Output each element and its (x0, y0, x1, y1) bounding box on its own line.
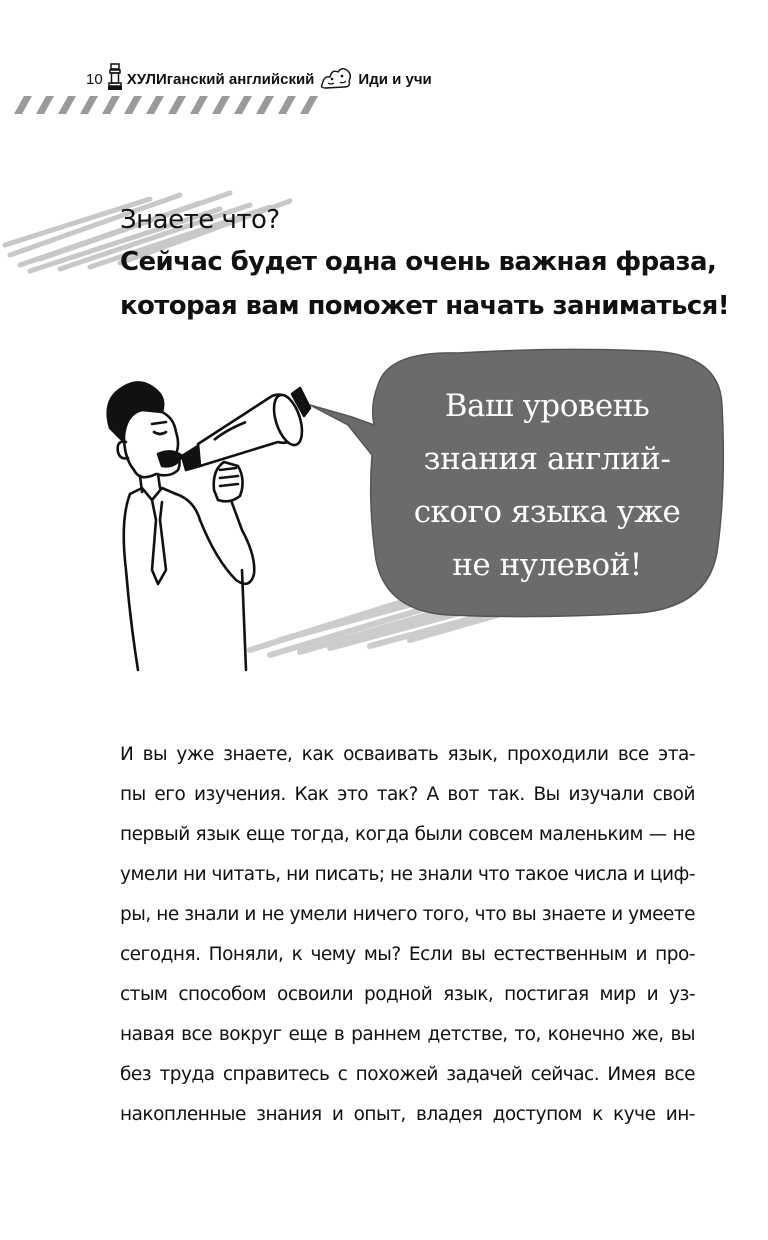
running-header (86, 64, 432, 94)
body-paragraph (120, 735, 695, 1135)
bubble-line: не нулевой! (452, 547, 642, 583)
paragraph-line: ры, не знали и не умели ничего того, что вы знаете и умеете (120, 904, 695, 925)
paragraph-line: пы его изучения. Как это так? А вот так. Вы изучали свой (120, 784, 695, 805)
paragraph-line: навая все вокруг еще в раннем детстве, то, конечно же, вы (120, 1024, 695, 1045)
paragraph-line: без труда справитесь с похожей задачей сейчас. Имея все (120, 1064, 695, 1085)
speech-bubble-text (392, 380, 702, 592)
bubble-line: ского языка уже (413, 494, 681, 530)
intro-heading (120, 200, 740, 328)
chess-rook-icon (107, 63, 123, 95)
heading-statement: которая вам поможет начать заниматься! (120, 291, 729, 321)
header-stripe-divider (14, 96, 334, 114)
book-title: ХУЛИганский английский (126, 70, 315, 88)
bubble-line: Ваш уровень (444, 388, 650, 424)
paragraph-line: сегодня. Поняли, к чему мы? Если вы естественным и про- (120, 944, 695, 965)
paragraph-line: умели ни читать, ни писать; не знали что такое числа и циф- (120, 864, 695, 885)
man-with-megaphone-icon (96, 370, 326, 680)
mascot-animals-icon (318, 63, 354, 95)
page-number: 10 (86, 70, 103, 88)
paragraph-line: первый язык еще тогда, когда были совсем маленьким — не (120, 824, 695, 845)
paragraph-line: накопленные знания и опыт, владея доступом к куче ин- (120, 1104, 695, 1125)
paragraph-line: И вы уже знаете, как осваивать язык, проходили все эта- (120, 744, 695, 765)
paragraph-line: стым способом освоили родной язык, постигая мир и уз- (120, 984, 695, 1005)
series-title: Иди и учи (358, 70, 432, 88)
heading-question: Знаете что? (120, 205, 280, 235)
heading-statement: Сейчас будет одна очень важная фраза, (120, 247, 717, 277)
bubble-line: знания англий- (423, 441, 671, 477)
